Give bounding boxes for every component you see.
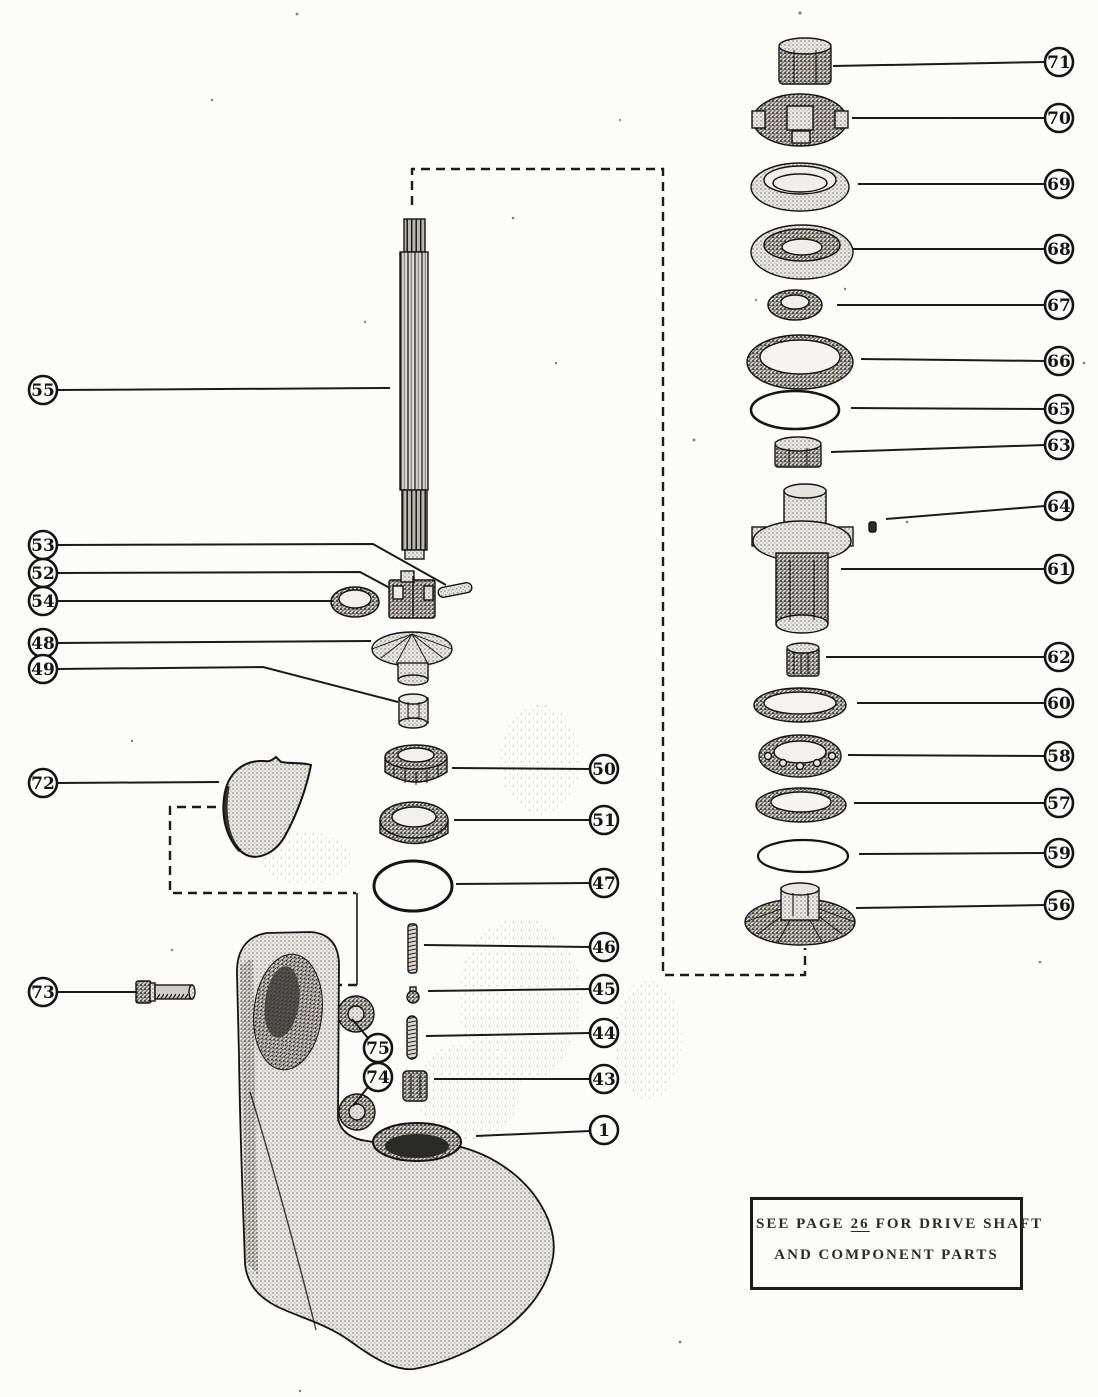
- note-line-2: AND COMPONENT PARTS: [774, 1247, 999, 1263]
- callout-label: 63: [1047, 436, 1071, 456]
- part-drawing-63-bearing-sleeve: [775, 437, 821, 467]
- callout-48: [29, 629, 57, 657]
- callout-label: 45: [592, 980, 616, 1000]
- callout-label: 69: [1047, 175, 1071, 195]
- leader-53: [57, 544, 446, 585]
- dashed-connector-shaft-to-gear: [412, 169, 805, 975]
- callout-72: [29, 769, 57, 797]
- leader-52: [57, 572, 390, 588]
- note-box: [750, 1197, 1044, 1290]
- part-drawing-52-clutch-dog: [389, 571, 435, 618]
- callout-label: 1: [598, 1121, 610, 1141]
- callout-label: 53: [31, 536, 55, 556]
- callout-71: [1045, 48, 1073, 76]
- callout-44: [590, 1019, 618, 1047]
- part-drawing-69-seal-ring: [751, 163, 849, 211]
- leader-72: [57, 782, 219, 783]
- callout-73: [29, 978, 57, 1006]
- callout-label: 61: [1047, 560, 1071, 580]
- callout-52: [29, 559, 57, 587]
- part-drawing-62-roller-cage: [787, 643, 819, 676]
- part-drawing-48-forward-gear: [372, 632, 452, 685]
- leader-48: [57, 641, 371, 643]
- callout-74: [364, 1063, 392, 1091]
- callout-58: [1045, 742, 1073, 770]
- leader-59: [859, 853, 1045, 854]
- callout-label: 58: [1047, 747, 1071, 767]
- leader-55: [57, 388, 390, 390]
- leader-65: [851, 408, 1045, 409]
- callout-69: [1045, 170, 1073, 198]
- callout-47: [590, 869, 618, 897]
- part-drawing-53-cross-pin: [437, 582, 472, 598]
- callout-51: [590, 806, 618, 834]
- callout-63: [1045, 431, 1073, 459]
- part-drawing-46-spring: [408, 924, 417, 973]
- callout-label: 73: [31, 983, 55, 1003]
- part-drawing-73-bolt: [136, 981, 195, 1003]
- part-drawing-64-key: [869, 522, 876, 532]
- part-drawing-68-cover: [751, 225, 853, 279]
- callout-43: [590, 1065, 618, 1093]
- note-prefix: SEE PAGE: [756, 1216, 845, 1232]
- callout-label: 64: [1047, 497, 1071, 517]
- part-drawing-56-bevel-gear: [745, 883, 855, 945]
- callout-64: [1045, 492, 1073, 520]
- part-drawing-50-tapered-bearing: [385, 745, 447, 785]
- part-drawing-67-small-ring: [768, 290, 822, 320]
- callout-label: 49: [31, 660, 55, 680]
- leader-56: [856, 905, 1045, 908]
- callout-61: [1045, 555, 1073, 583]
- callout-54: [29, 587, 57, 615]
- callout-46: [590, 933, 618, 961]
- part-drawing-54-retainer-ring: [331, 587, 379, 617]
- part-drawing-58-ball-bearing: [759, 735, 841, 777]
- callout-label: 48: [31, 634, 55, 654]
- callout-55: [29, 376, 57, 404]
- callout-label: 70: [1047, 109, 1071, 129]
- callout-label: 71: [1047, 53, 1071, 73]
- part-drawing-51-bearing-race: [380, 802, 448, 844]
- part-drawing-60-o-ring-seated: [754, 688, 846, 722]
- callout-label: 59: [1047, 844, 1071, 864]
- leader-49: [57, 667, 398, 702]
- part-drawing-45-cam-follower: [407, 987, 419, 1003]
- callout-75: [364, 1034, 392, 1062]
- leader-63: [831, 445, 1045, 452]
- part-drawing-59-thin-ring: [758, 840, 848, 872]
- callout-label: 67: [1047, 296, 1071, 316]
- callout-56: [1045, 891, 1073, 919]
- part-drawing-71-locknut: [779, 38, 831, 84]
- callout-70: [1045, 104, 1073, 132]
- leader-50: [452, 768, 590, 769]
- leader-66: [861, 359, 1045, 361]
- part-drawing-65-o-ring: [751, 391, 839, 429]
- callout-50: [590, 755, 618, 783]
- callout-label: 75: [366, 1039, 390, 1059]
- part-drawing-43-shift-slide: [403, 1071, 427, 1101]
- part-drawing-55-drive-shaft: [400, 219, 428, 559]
- callout-label: 60: [1047, 694, 1071, 714]
- callout-66: [1045, 347, 1073, 375]
- callout-65: [1045, 395, 1073, 423]
- note-page-number: 26: [850, 1216, 870, 1232]
- callout-label: 52: [31, 564, 55, 584]
- callout-1: [590, 1116, 618, 1144]
- callout-label: 66: [1047, 352, 1071, 372]
- callout-label: 62: [1047, 648, 1071, 668]
- leader-71: [833, 62, 1045, 66]
- callout-label: 68: [1047, 240, 1071, 260]
- part-drawing-66-flat-ring: [747, 335, 853, 389]
- part-drawing-49-bushing: [399, 694, 428, 728]
- callout-label: 56: [1047, 896, 1071, 916]
- callout-label: 65: [1047, 400, 1071, 420]
- callout-53: [29, 531, 57, 559]
- callout-label: 54: [31, 592, 55, 612]
- callout-60: [1045, 689, 1073, 717]
- leader-47: [456, 883, 590, 884]
- part-drawing-57-thrust-washer: [756, 788, 846, 822]
- callout-57: [1045, 789, 1073, 817]
- part-drawing-61-bearing-carrier: [752, 484, 853, 633]
- callout-label: 43: [592, 1070, 616, 1090]
- callout-label: 44: [592, 1024, 616, 1044]
- callout-62: [1045, 643, 1073, 671]
- callout-label: 47: [592, 874, 616, 894]
- callout-label: 57: [1047, 794, 1071, 814]
- part-drawing-70-tab-washer: [752, 94, 848, 146]
- callout-59: [1045, 839, 1073, 867]
- part-drawing-75-nut: [338, 996, 374, 1032]
- callout-label: 50: [592, 760, 616, 780]
- callout-label: 51: [592, 811, 616, 831]
- callout-49: [29, 655, 57, 683]
- note-line-1: [753, 1216, 1044, 1232]
- note-suffix: FOR DRIVE SHAFT: [875, 1216, 1044, 1232]
- callout-68: [1045, 235, 1073, 263]
- callout-label: 46: [592, 938, 616, 958]
- callout-45: [590, 975, 618, 1003]
- leader-58: [848, 755, 1045, 756]
- callout-label: 74: [366, 1068, 390, 1088]
- leader-64: [886, 506, 1045, 519]
- part-drawing-47-o-ring: [374, 861, 452, 911]
- callout-67: [1045, 291, 1073, 319]
- part-drawing-44-shift-rod: [407, 1016, 417, 1059]
- callout-label: 55: [31, 381, 55, 401]
- callout-label: 72: [31, 774, 55, 794]
